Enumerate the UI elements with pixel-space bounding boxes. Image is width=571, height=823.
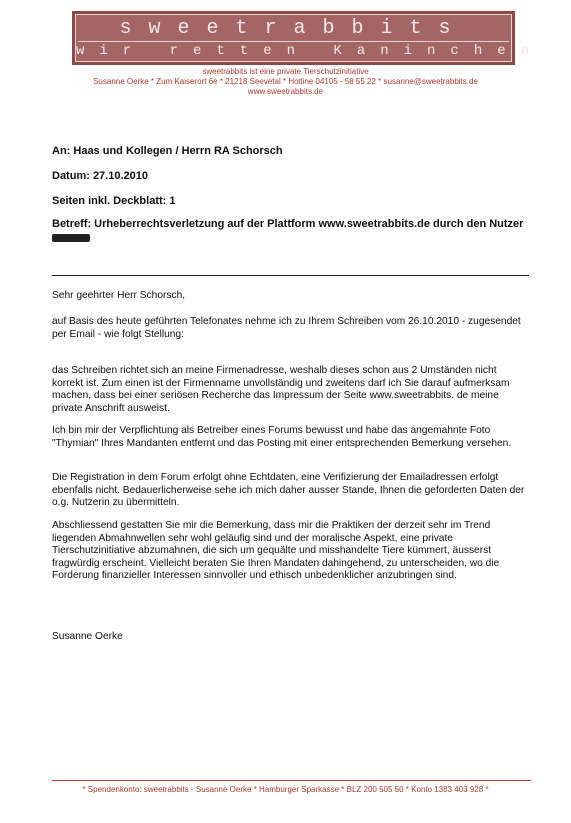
pages-line: Seiten inkl. Deckblatt: 1	[52, 195, 176, 207]
footer-bank-details: * Spendenkonto: sweetrabbits - Susanne Oerke * Hamburger Sparkasse * BLZ 200 505 50 * Konto 1383 403 928 *	[82, 785, 489, 794]
sender-tagline: sweetrabbits ist eine private Tierschutzinitiative	[202, 67, 369, 76]
logo-divider	[78, 41, 509, 42]
sender-website[interactable]: www.sweetrabbits.de	[247, 87, 324, 96]
paragraph-5: Abschliessend gestatten Sie mir die Bemerkung, dass mir die Praktiken der derzeit sehr im Trend liegenden Abmahnwellen sehr wohl geläufig sind und der moralische Aspekt, eine private Tierschutzinitiative abzumahnen, die sich um gequälte und misshandelte Tiere kümmert, äusserst fragwürdig erscheint. Vielleicht beraten Sie Ihren Mandaten dahingehend, zu unterscheiden, wo die Forderung finanzieller Interessen sinnvoller und ethisch unbedenklicher anzubringen sind.	[52, 520, 500, 582]
sender-block	[0, 67, 571, 97]
subject-text: Betreff: Urheberrechtsverletzung auf der Plattform www.sweetrabbits.de durch den Nutzer	[52, 218, 524, 230]
salutation: Sehr geehrter Herr Schorsch,	[52, 290, 186, 301]
paragraph-4: Die Registration in dem Forum erfolgt ohne Echtdaten, eine Verifizierung der Emailadressen erfolgt ebenfalls nicht. Bedauerlicherweise sehe ich mich daher ausser Stande, Ihnen die geforderten Daten der o.g. Nutzerin zu übermitteln.	[52, 472, 525, 509]
subject-line	[52, 217, 532, 245]
paragraph-3: Ich bin mir der Verpflichtung als Betreiber eines Forums bewusst und habe das angemahnte Foto "Thymian" Ihres Mandanten entfernt und das Posting mit einer entsprechenden Bemerkung versehen.	[52, 425, 512, 449]
logo-frame	[75, 14, 545, 62]
sender-address: Susanne Oerke * Zum Kaiserort 6e * 21218 Seevetal * Hotline 04105 - 58 55 22 * susanne@sweetrabbits.de	[93, 77, 478, 86]
date-line: Datum: 27.10.2010	[52, 170, 148, 182]
header-divider	[52, 275, 529, 276]
paragraph-1: auf Basis des heute geführten Telefonates nehme ich zu Ihrem Schreiben vom 26.10.2010 - zugesendet per Email - wie folgt Stellung:	[52, 316, 521, 340]
logo-title: sweetrabbits	[119, 17, 468, 40]
signature: Susanne Oerke	[52, 631, 123, 642]
recipient-line: An: Haas und Kollegen / Herrn RA Schorsch	[52, 145, 283, 157]
footer-divider	[52, 780, 531, 781]
redacted-username	[52, 234, 90, 242]
paragraph-2: das Schreiben richtet sich an meine Firmenadresse, weshalb dieses schon aus 2 Umständen nicht korrekt ist. Zum einen ist der Firmenname unvollständig und zweitens darf ich Sie darauf aufmerksam machen, dass bei einer seriösen Recherche das Impressum der Seite www.sweetrabbits. de meine private Anschrift ausweist.	[52, 365, 510, 414]
sweetrabbits-logo	[72, 11, 545, 65]
logo-slogan: wir retten Kaninchen	[76, 43, 545, 59]
